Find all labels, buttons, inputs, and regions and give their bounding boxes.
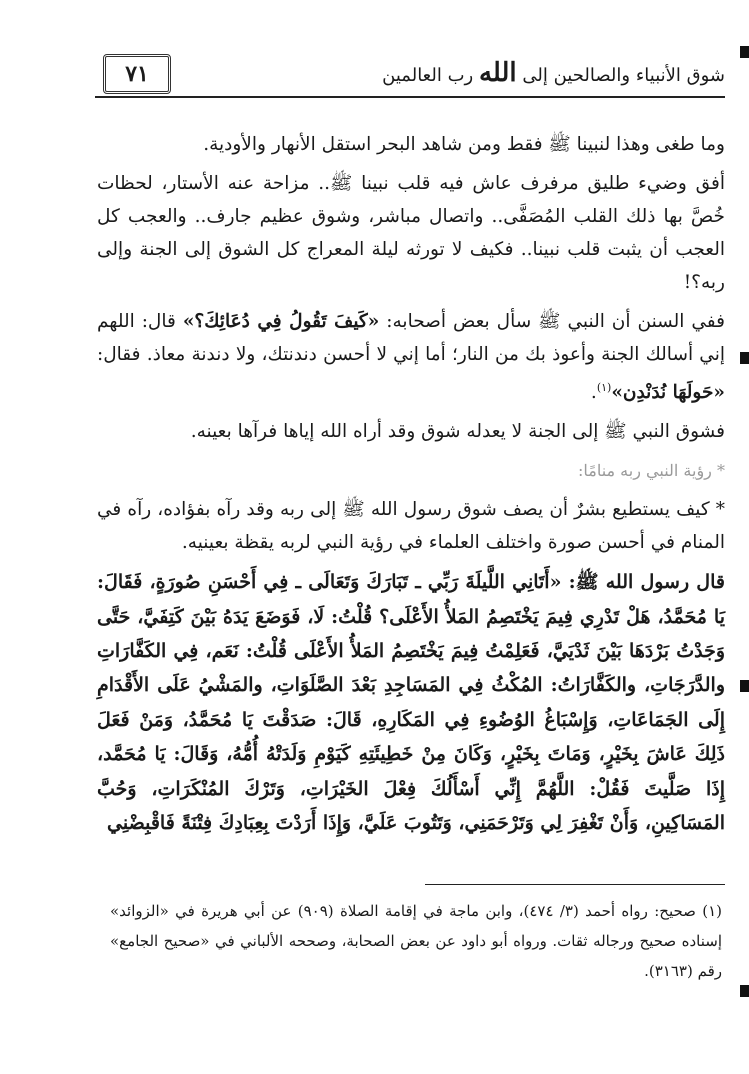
running-title — [245, 58, 725, 88]
sunan-intro: ففي السنن أن النبي ﷺ سأل بعض أصحابه: — [386, 311, 726, 332]
footnote-rule — [425, 884, 725, 885]
hadith-paragraph: قال رسول الله ﷺ: «أَتَانِي اللَّيلَةَ رَبِّي ـ تَبَارَكَ وَتَعَالَى ـ فِي أَحْسَنِ صُورَةٍ، فَقَالَ: يَا مُحَمَّدُ، هَلْ تَدْرِي فِيمَ يَخْتَصِمُ المَلأُ الأَعْلَى؟ قُلْتُ: لَا، فَوَضَعَ يَدَهُ بَيْنَ كَتِفَيَّ، حَتَّى وَجَدْتُ بَرْدَهَا بَيْنَ ثَدْيَيَّ، فَعَلِمْتُ فِيمَ يَخْتَصِمُ المَلأُ الأَعْلَى قُلْتُ: نَعَم، فِي الكَفَّارَاتِ والدَّرَجَاتِ، والكَفَّارَاتُ: المُكْثُ فِي المَسَاجِدِ بَعْدَ الصَّلَوَاتِ، والمَشْيُ عَلَى الأَقْدَامِ إِلَى الجَمَاعَاتِ، وَإِسْبَاغُ الوُضُوءِ فِي المَكَارِهِ، قَالَ: صَدَقْتَ يَا مُحَمَّدُ، وَمَنْ فَعَلَ ذَلِكَ عَاشَ بِخَيْرٍ، وَمَاتَ بِخَيْرٍ، وَكَانَ مِنْ خَطِيئَتِهِ كَيَوْمِ وَلَدَتْهُ أُمُّهُ، وَقَالَ: يَا مُحَمَّد، إِذَا صَلَّيتَ فَقُلْ: اللَّهُمَّ إِنِّي أَسْأَلُكَ فِعْلَ الخَيْرَاتِ، وَتَرْكَ المُنْكَرَاتِ، وَحُبَّ المَسَاكِينِ، وَأَنْ تَغْفِرَ لِي وَتَرْحَمَنِي، وَتَتُوبَ عَلَيَّ، وَإِذَا أَرَدْتَ بِعِبَادِكَ فِتْنَةً فَاقْبِضْنِي — [97, 571, 725, 834]
running-title-after: رب العالمين — [382, 65, 474, 86]
footnotes — [110, 896, 722, 986]
running-header — [95, 40, 725, 120]
edge-mark — [740, 46, 749, 58]
page-number: ٧١ — [103, 54, 171, 94]
paragraph: فشوق النبي ﷺ إلى الجنة لا يعدله شوق وقد أراه الله إياها فرآها بعينه. — [190, 421, 725, 443]
paragraph: وما طغى وهذا لنبينا ﷺ فقط ومن شاهد البحر استقل الأنهار والأودية. — [203, 134, 725, 155]
section-subheading: * رؤية النبي ربه منامًا: — [577, 461, 725, 481]
edge-mark — [740, 985, 749, 997]
edge-mark — [740, 680, 749, 692]
main-text — [97, 128, 725, 846]
edge-mark — [740, 352, 749, 364]
paragraph: * كيف يستطيع بشرٌ أن يصف شوق رسول الله ﷺ إلى ربه وقد رآه بفؤاده، رآه في المنام في أحسن صورة واختلف العلماء في رؤية النبي لربه يقظة بعينيه. — [97, 499, 725, 554]
header-rule — [95, 96, 725, 98]
hadith-answer: «حَولَهَا نُدَنْدِن» — [611, 382, 725, 404]
footnote: (١) صحيح: رواه أحمد (٣/ ٤٧٤)، وابن ماجة في إقامة الصلاة (٩٠٩) عن أبي هريرة في «الزوائد» إسناده صحيح ورجاله ثقات. ورواه أبو داود عن بعض الصحابة، وصححه الألباني في «صحيح الجامع» رقم (٣١٦٣). — [110, 902, 723, 980]
running-title-allah: الله — [478, 58, 517, 88]
footnote-ref: (١) — [596, 381, 612, 394]
hadith-question: «كَيفَ تَقُولُ فِي دُعَائِكَ؟» — [182, 311, 380, 332]
sunan-middle: قال: اللهم إني أسالك الجنة وأعوذ بك من النار؛ أما إني لا أحسن دندنتك، ولا دندنة معاذ. فقال: — [97, 311, 725, 365]
paragraph: أفق وضيء طليق مرفرف عاش فيه قلب نبينا ﷺ.. مزاحة عنه الأستار، لحظات خُصَّ بها ذلك القلب المُصَفَّى.. واتصال مباشر، وشوق عظيم جارف.. والعجب كل العجب أن يثبت قلب نبينا.. فكيف لا تورثه ليلة المعراج كل الشوق إلى الجنة وإلى ربه؟! — [97, 173, 725, 293]
paragraph: ففي السنن أن النبي ﷺ سأل بعض أصحابه: «كَيفَ تَقُولُ فِي دُعَائِكَ؟» قال: اللهم إني أسالك الجنة وأعوذ بك من النار؛ أما إني لا أحسن دندنتك، ولا دندنة معاذ. فقال: «حَولَهَا نُدَنْدِن»$^{(١)}$. — [97, 311, 726, 404]
running-title-before: شوق الأنبياء والصالحين إلى — [522, 65, 725, 86]
